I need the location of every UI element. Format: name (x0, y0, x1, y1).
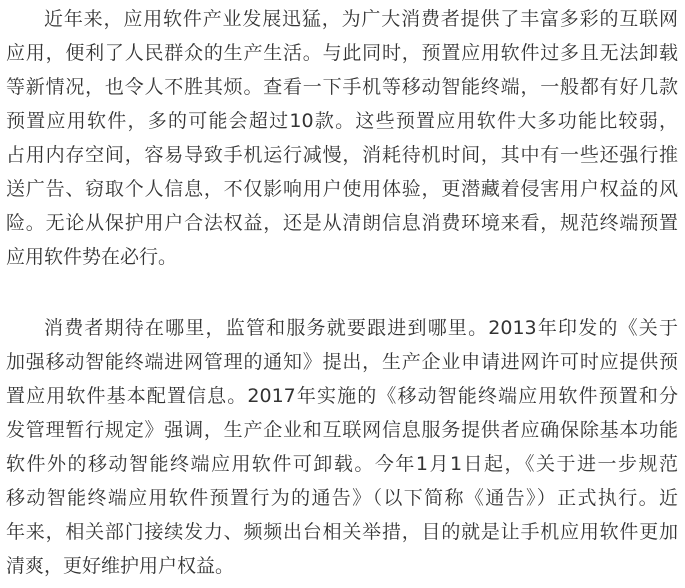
paragraph-line: 预置应用软件，多的可能会超过10款。这些预置应用软件大多功能比较弱， (6, 110, 678, 132)
paragraph-line: 加强移动智能终端进网管理的通知》提出，生产企业申请进网许可时应提供预 (6, 351, 678, 373)
paragraph-line: 发管理暂行规定》强调，生产企业和互联网信息服务提供者应确保除基本功能 (6, 419, 678, 441)
paragraph-line: 移动智能终端应用软件预置行为的通告》（以下简称《通告》）正式执行。近 (6, 487, 678, 509)
paragraph-line: 等新情况，也令人不胜其烦。查看一下手机等移动智能终端，一般都有好几款 (6, 76, 678, 98)
paragraph-line: 清爽，更好维护用户权益。 (6, 555, 235, 577)
paragraph-line: 年来，相关部门接续发力、频频出台相关举措，目的就是让手机应用软件更加 (6, 521, 678, 543)
paragraph-line: 应用软件势在必行。 (6, 246, 178, 268)
paragraph-line: 占用内存空间，容易导致手机运行减慢，消耗待机时间，其中有一些还强行推 (6, 144, 678, 166)
paragraph-line: 消费者期待在哪里，监管和服务就要跟进到哪里。2013年印发的《关于 (44, 317, 678, 339)
paragraph-line: 近年来，应用软件产业发展迅猛，为广大消费者提供了丰富多彩的互联网 (44, 8, 678, 30)
paragraph-line: 置应用软件基本配置信息。2017年实施的《移动智能终端应用软件预置和分 (6, 385, 678, 407)
paragraph-line: 应用，便利了人民群众的生产生活。与此同时，预置应用软件过多且无法卸载 (6, 42, 678, 64)
paragraph-line: 险。无论从保护用户合法权益，还是从清朗信息消费环境来看，规范终端预置 (6, 212, 678, 234)
paragraph-line: 送广告、窃取个人信息，不仅影响用户使用体验，更潜藏着侵害用户权益的风 (6, 178, 678, 200)
paragraph-line: 软件外的移动智能终端应用软件可卸载。今年1月1日起，《关于进一步规范 (6, 453, 678, 475)
